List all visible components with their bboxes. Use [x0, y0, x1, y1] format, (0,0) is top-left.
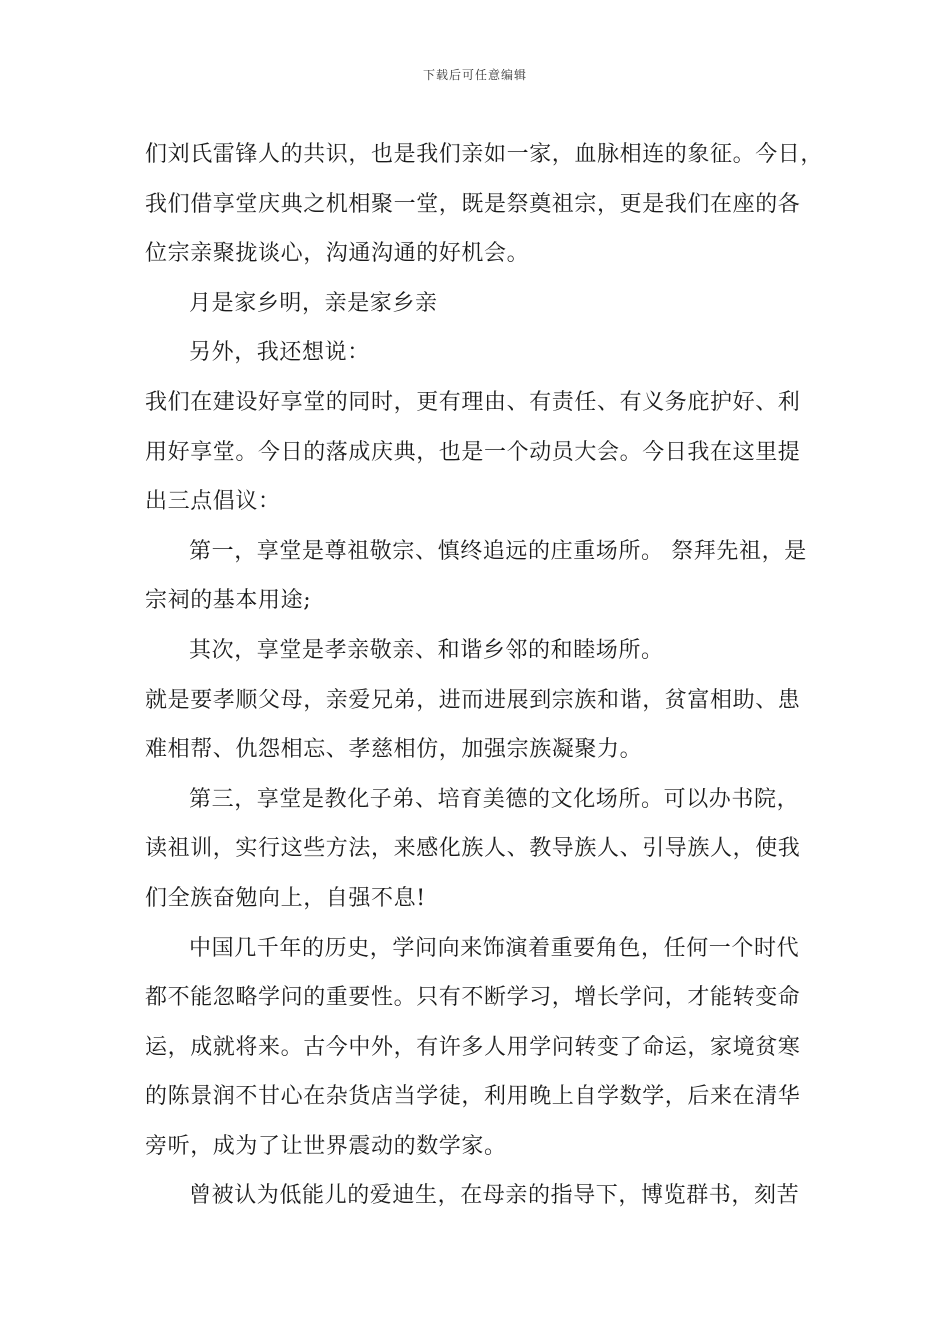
text-line: 读祖训，实行这些方法，来感化族人、教导族人、引导族人，使我 — [145, 836, 801, 862]
text-line: 位宗亲聚拢谈心，沟通沟通的好机会。 — [145, 241, 530, 267]
text-line: 们全族奋勉向上，自强不息! — [145, 885, 426, 911]
text-line: 运，成就将来。古今中外，有许多人用学问转变了命运，家境贫寒 — [145, 1034, 801, 1060]
text-line: 都不能忽略学问的重要性。只有不断学习，增长学问，才能转变命 — [145, 985, 801, 1011]
text-line: 中国几千年的历史，学问向来饰演着重要角色，任何一个时代 — [189, 935, 800, 961]
text-line: 其次，享堂是孝亲敬亲、和谐乡邻的和睦场所。 — [189, 637, 664, 663]
text-line: 我们在建设好享堂的同时，更有理由、有责任、有义务庇护好、利 — [145, 389, 801, 415]
text-line: 第三，享堂是教化子弟、培育美德的文化场所。可以办书院， — [189, 786, 800, 812]
text-line: 就是要孝顺父母，亲爱兄弟，进而进展到宗族和谐，贫富相助、患 — [145, 687, 801, 713]
text-line: 宗祠的基本用途; — [145, 588, 312, 614]
text-line: 月是家乡明，亲是家乡亲 — [189, 290, 438, 316]
text-line: 曾被认为低能儿的爱迪生，在母亲的指导下，博览群书，刻苦 — [189, 1183, 800, 1209]
text-line: 们刘氏雷锋人的共识，也是我们亲如一家，血脉相连的象征。今日， — [145, 142, 824, 167]
text-line: 旁听，成为了让世界震动的数学家。 — [145, 1133, 507, 1159]
text-line: 的陈景润不甘心在杂货店当学徒，利用晚上自学数学，后来在清华 — [145, 1084, 801, 1110]
page-header: 下载后可任意编辑 — [422, 68, 527, 82]
text-line: 我们借享堂庆典之机相聚一堂，既是祭奠祖宗，更是我们在座的各 — [145, 191, 801, 217]
text-line: 出三点倡议： — [145, 489, 281, 515]
text-line: 第一，享堂是尊祖敬宗、慎终追远的庄重场所。 祭拜先祖，是 — [189, 538, 807, 564]
text-line: 用好享堂。今日的落成庆典，也是一个动员大会。今日我在这里提 — [145, 439, 801, 465]
text-line: 难相帮、仇怨相忘、孝慈相仿，加强宗族凝聚力。 — [145, 737, 643, 763]
document-body — [145, 130, 824, 1221]
text-line: 另外，我还想说： — [189, 340, 370, 366]
